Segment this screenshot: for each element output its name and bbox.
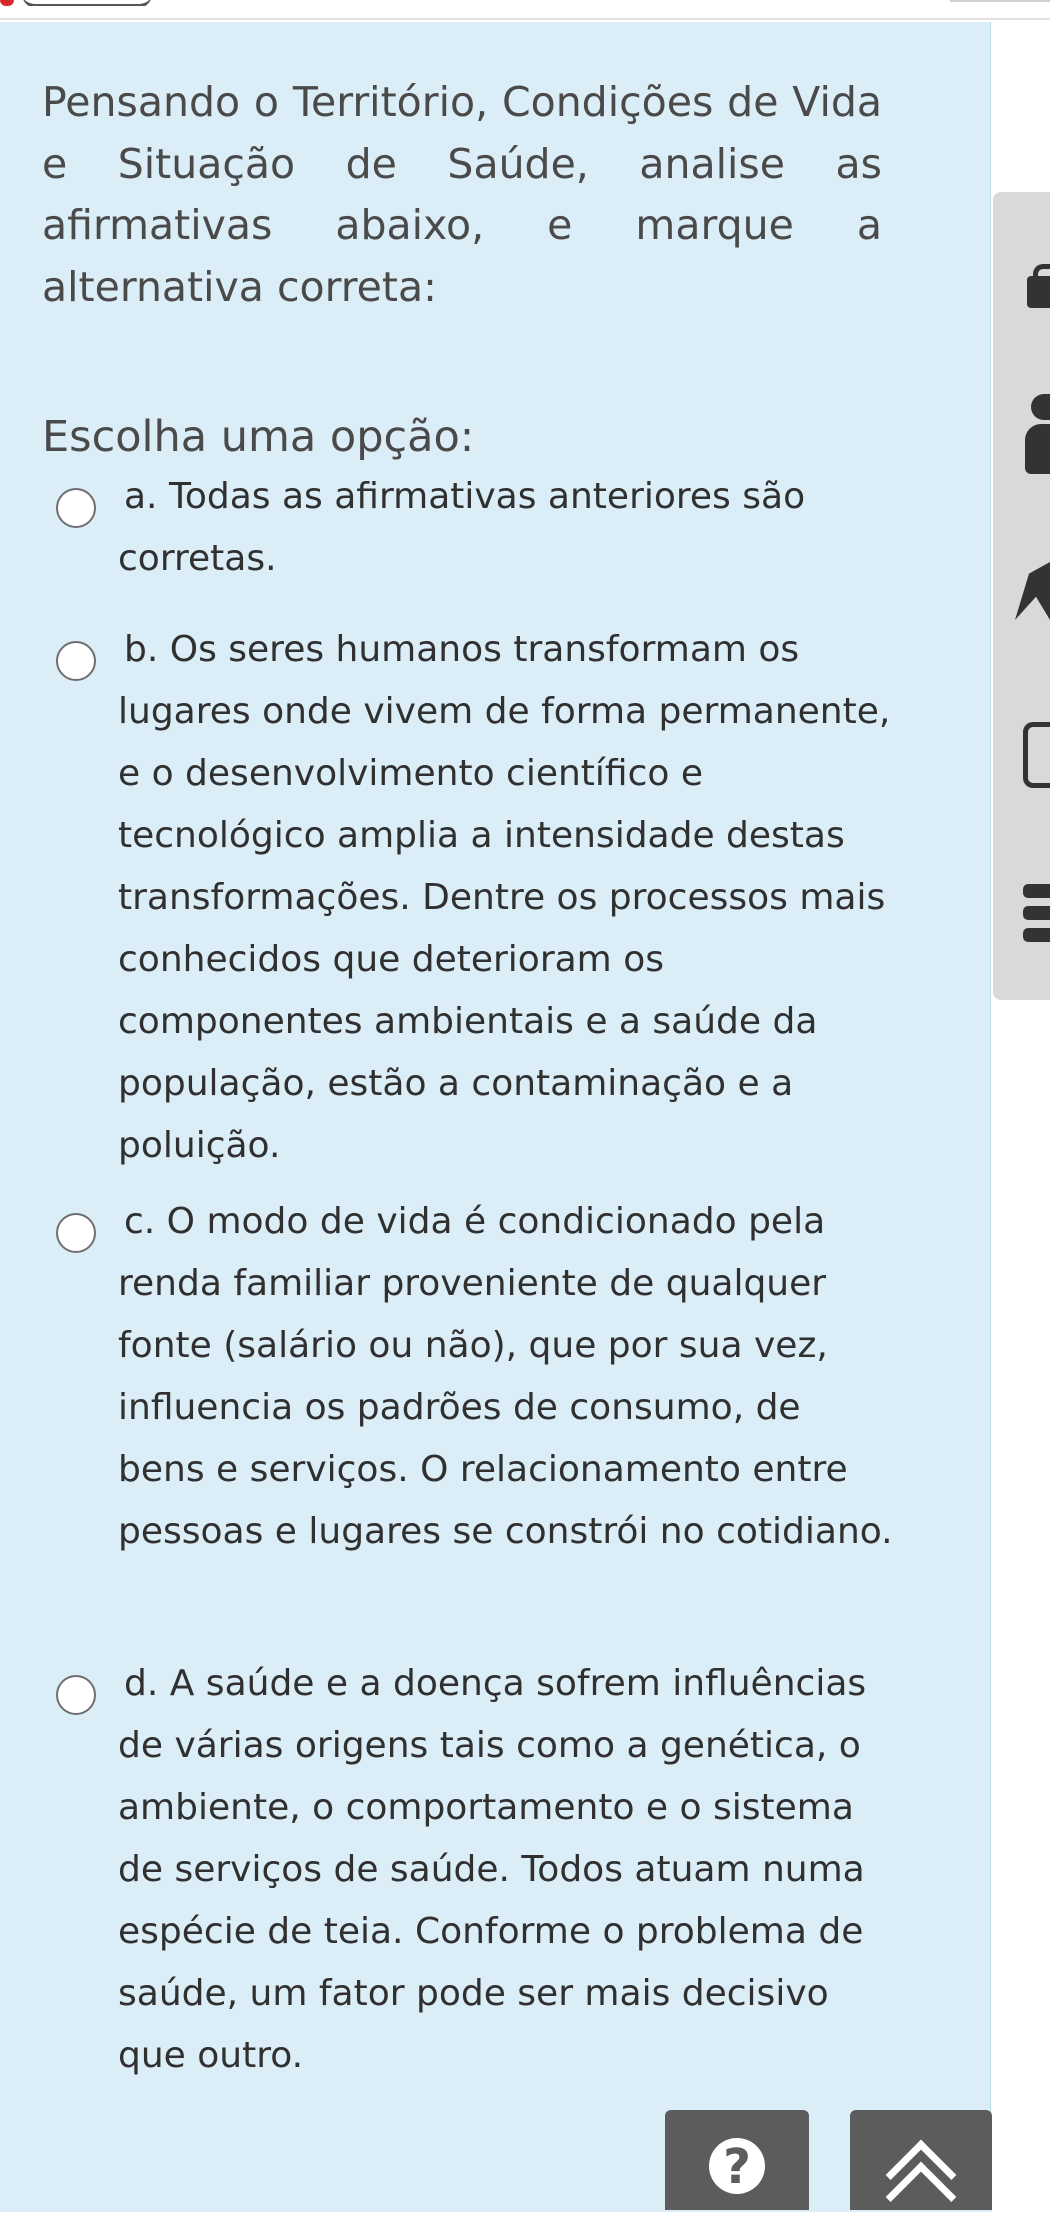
book-icon[interactable] <box>1023 722 1050 788</box>
user-icon[interactable] <box>1031 394 1050 420</box>
flag-icon[interactable] <box>1015 562 1050 620</box>
side-drawer-tab[interactable] <box>993 192 1050 1000</box>
brand-logo <box>0 0 160 6</box>
choice-prompt: Escolha uma opção: <box>42 412 475 462</box>
list-icon-bar <box>1023 928 1050 942</box>
option-a-label[interactable]: a. Todas as afirmativas anteriores são corretas. <box>118 476 806 579</box>
list-icon-bar <box>1023 906 1050 920</box>
question-text: Pensando o Território, Condições de Vida e Situação de Saúde, analise as afirmativas abaixo, e marque a alternativa correta: <box>42 78 882 311</box>
help-button[interactable] <box>665 2110 809 2210</box>
help-icon: ? <box>709 2138 765 2194</box>
top-bar <box>0 0 1050 20</box>
option-b-label[interactable]: b. Os seres humanos transformam os lugares onde vivem de forma permanente, e o desenvolvimento científico e tecnológico amplia a intensidade destas transformações. Dentre os processos mais conhecidos que deterioram os componentes ambientais e a saúde da população, estão a contaminação e a poluição. <box>118 629 891 1166</box>
radio-option-a[interactable] <box>56 488 96 528</box>
list-icon[interactable] <box>1023 884 1050 898</box>
radio-option-c[interactable] <box>56 1213 96 1253</box>
back-to-top-button[interactable] <box>850 2110 992 2210</box>
user-icon-body <box>1025 424 1050 474</box>
top-divider <box>950 0 1050 2</box>
radio-option-d[interactable] <box>56 1675 96 1715</box>
question-card <box>0 22 991 2212</box>
option-d-label[interactable]: d. A saúde e a doença sofrem influências de várias origens tais como a genética, o ambiente, o comportamento e o sistema de serviços de saúde. Todos atuam numa espécie de teia. Conforme o problema de saúde, um fator pode ser mais decisivo que outro. <box>118 1663 867 2076</box>
option-c-label[interactable]: c. O modo de vida é condicionado pela renda familiar proveniente de qualquer fonte (salário ou não), que por sua vez, influencia os padrões de consumo, de bens e serviços. O relacionamento entre pessoas e lugares se constrói no cotidiano. <box>118 1201 893 1552</box>
lock-icon-body <box>1027 276 1050 308</box>
radio-option-b[interactable] <box>56 641 96 681</box>
